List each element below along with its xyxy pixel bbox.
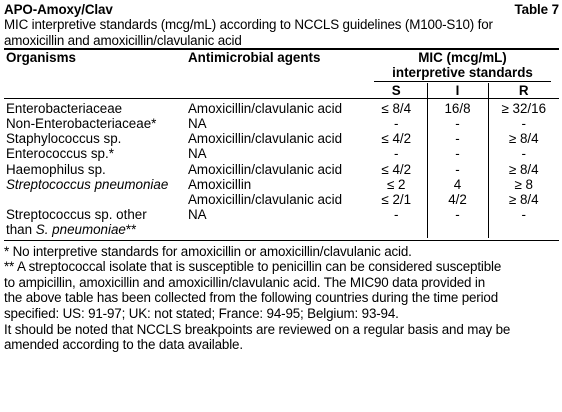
table-row	[4, 146, 559, 161]
document-header	[4, 2, 559, 17]
footnotes	[4, 244, 559, 353]
cell-agent: NA	[188, 116, 207, 132]
cell-i: 4	[427, 177, 488, 192]
footnote-2-line-2: to ampicillin, amoxicillin and amoxicillin/clavulanic acid. The MIC90 data provided in	[4, 274, 486, 290]
mic-table	[4, 50, 559, 237]
header-organisms: Organisms	[6, 50, 76, 66]
table-row	[4, 131, 559, 146]
cell-s: ≤ 2	[386, 176, 406, 192]
footnote-3-line-2: amended according to the data available.	[4, 337, 243, 353]
cell-s: ≤ 8/4	[381, 100, 412, 116]
cell-organism: Enterobacteriaceae	[6, 100, 123, 116]
cell-organism	[4, 192, 186, 207]
table-number: Table 7	[514, 2, 559, 17]
cell-s: -	[394, 146, 399, 162]
footnote-2-line-1: ** A streptococcal isolate that is susceptible to penicillin can be considered susceptible	[4, 259, 502, 275]
cell-organism	[4, 207, 186, 237]
header-mic	[366, 50, 559, 82]
cell-s: ≤ 4/2	[381, 161, 412, 177]
cell-r: ≥ 8/4	[488, 131, 559, 146]
cell-organism: Streptococcus pneumoniae	[6, 176, 169, 192]
caption-line-1: MIC interpretive standards (mcg/mL) according to NCCLS guidelines (M100-S10) for	[4, 17, 493, 33]
cell-r: ≥ 32/16	[488, 99, 559, 116]
cell-agent: NA	[188, 146, 207, 162]
header-agents: Antimicrobial agents	[188, 50, 321, 66]
cell-organism: Haemophilus sp.	[6, 161, 106, 177]
table-row	[4, 162, 559, 177]
cell-i: 4/2	[427, 192, 488, 207]
cell-s: ≤ 4/2	[381, 131, 412, 147]
header-mic-line-2: interpretive standards	[374, 65, 551, 81]
table-row	[4, 207, 559, 237]
cell-i: -	[427, 162, 488, 177]
caption-line-2: amoxicillin and amoxicillin/clavulanic acid	[4, 32, 242, 48]
cell-r: -	[488, 146, 559, 161]
cell-i: -	[427, 131, 488, 146]
footnote-1: * No interpretive standards for amoxicillin or amoxicillin/clavulanic acid.	[4, 243, 412, 259]
table-caption	[4, 17, 559, 48]
table-row	[4, 192, 559, 207]
cell-s: ≤ 2/1	[381, 192, 412, 208]
footnote-2-line-3: the above table has been collected from the following countries during the time period	[4, 290, 499, 306]
header-mic-line-1: MIC (mcg/mL)	[418, 50, 507, 66]
cell-agent: NA	[188, 207, 207, 223]
cell-r: -	[488, 116, 559, 131]
cell-organism-line-1: Streptococcus sp. other	[6, 207, 147, 223]
cell-organism-line-2-suffix: **	[125, 222, 137, 238]
footnote-3-line-1: It should be noted that NCCLS breakpoints are reviewed on a regular basis and may be	[4, 321, 511, 337]
cell-s: -	[394, 116, 399, 132]
cell-agent: Amoxicillin/clavulanic acid	[188, 161, 343, 177]
cell-agent: Amoxicillin	[188, 176, 252, 192]
cell-organism: Staphylococcus sp.	[6, 131, 122, 147]
cell-organism-line-2-prefix: than	[6, 222, 36, 238]
cell-agent: Amoxicillin/clavulanic acid	[188, 131, 343, 147]
cell-agent: Amoxicillin/clavulanic acid	[188, 192, 343, 208]
table-row	[4, 99, 559, 116]
header-r: R	[488, 83, 559, 99]
cell-i: -	[427, 207, 488, 237]
cell-r: -	[488, 207, 559, 237]
cell-organism-line-2	[6, 222, 184, 237]
footnote-2-line-4: specified: US: 91-97; UK: not stated; France: 94-95; Belgium: 93-94.	[4, 306, 399, 322]
cell-agent: Amoxicillin/clavulanic acid	[188, 100, 343, 116]
cell-organism: Enterococcus sp.*	[6, 146, 114, 162]
cell-r: ≥ 8	[488, 177, 559, 192]
cell-i: 16/8	[427, 99, 488, 116]
header-i: I	[427, 83, 488, 99]
cell-organism-line-2-italic: S. pneumoniae	[35, 222, 126, 238]
cell-organism: Non-Enterobacteriaceae*	[6, 116, 157, 132]
header-s: S	[391, 82, 401, 98]
document-title: APO-Amoxy/Clav	[4, 2, 113, 17]
cell-i: -	[427, 116, 488, 131]
cell-s: -	[394, 207, 399, 223]
table-row	[4, 177, 559, 192]
table-bottom-rule	[4, 240, 559, 241]
table-header-row	[4, 50, 559, 82]
table-row	[4, 116, 559, 131]
cell-r: ≥ 8/4	[488, 162, 559, 177]
cell-i: -	[427, 146, 488, 161]
cell-r: ≥ 8/4	[488, 192, 559, 207]
